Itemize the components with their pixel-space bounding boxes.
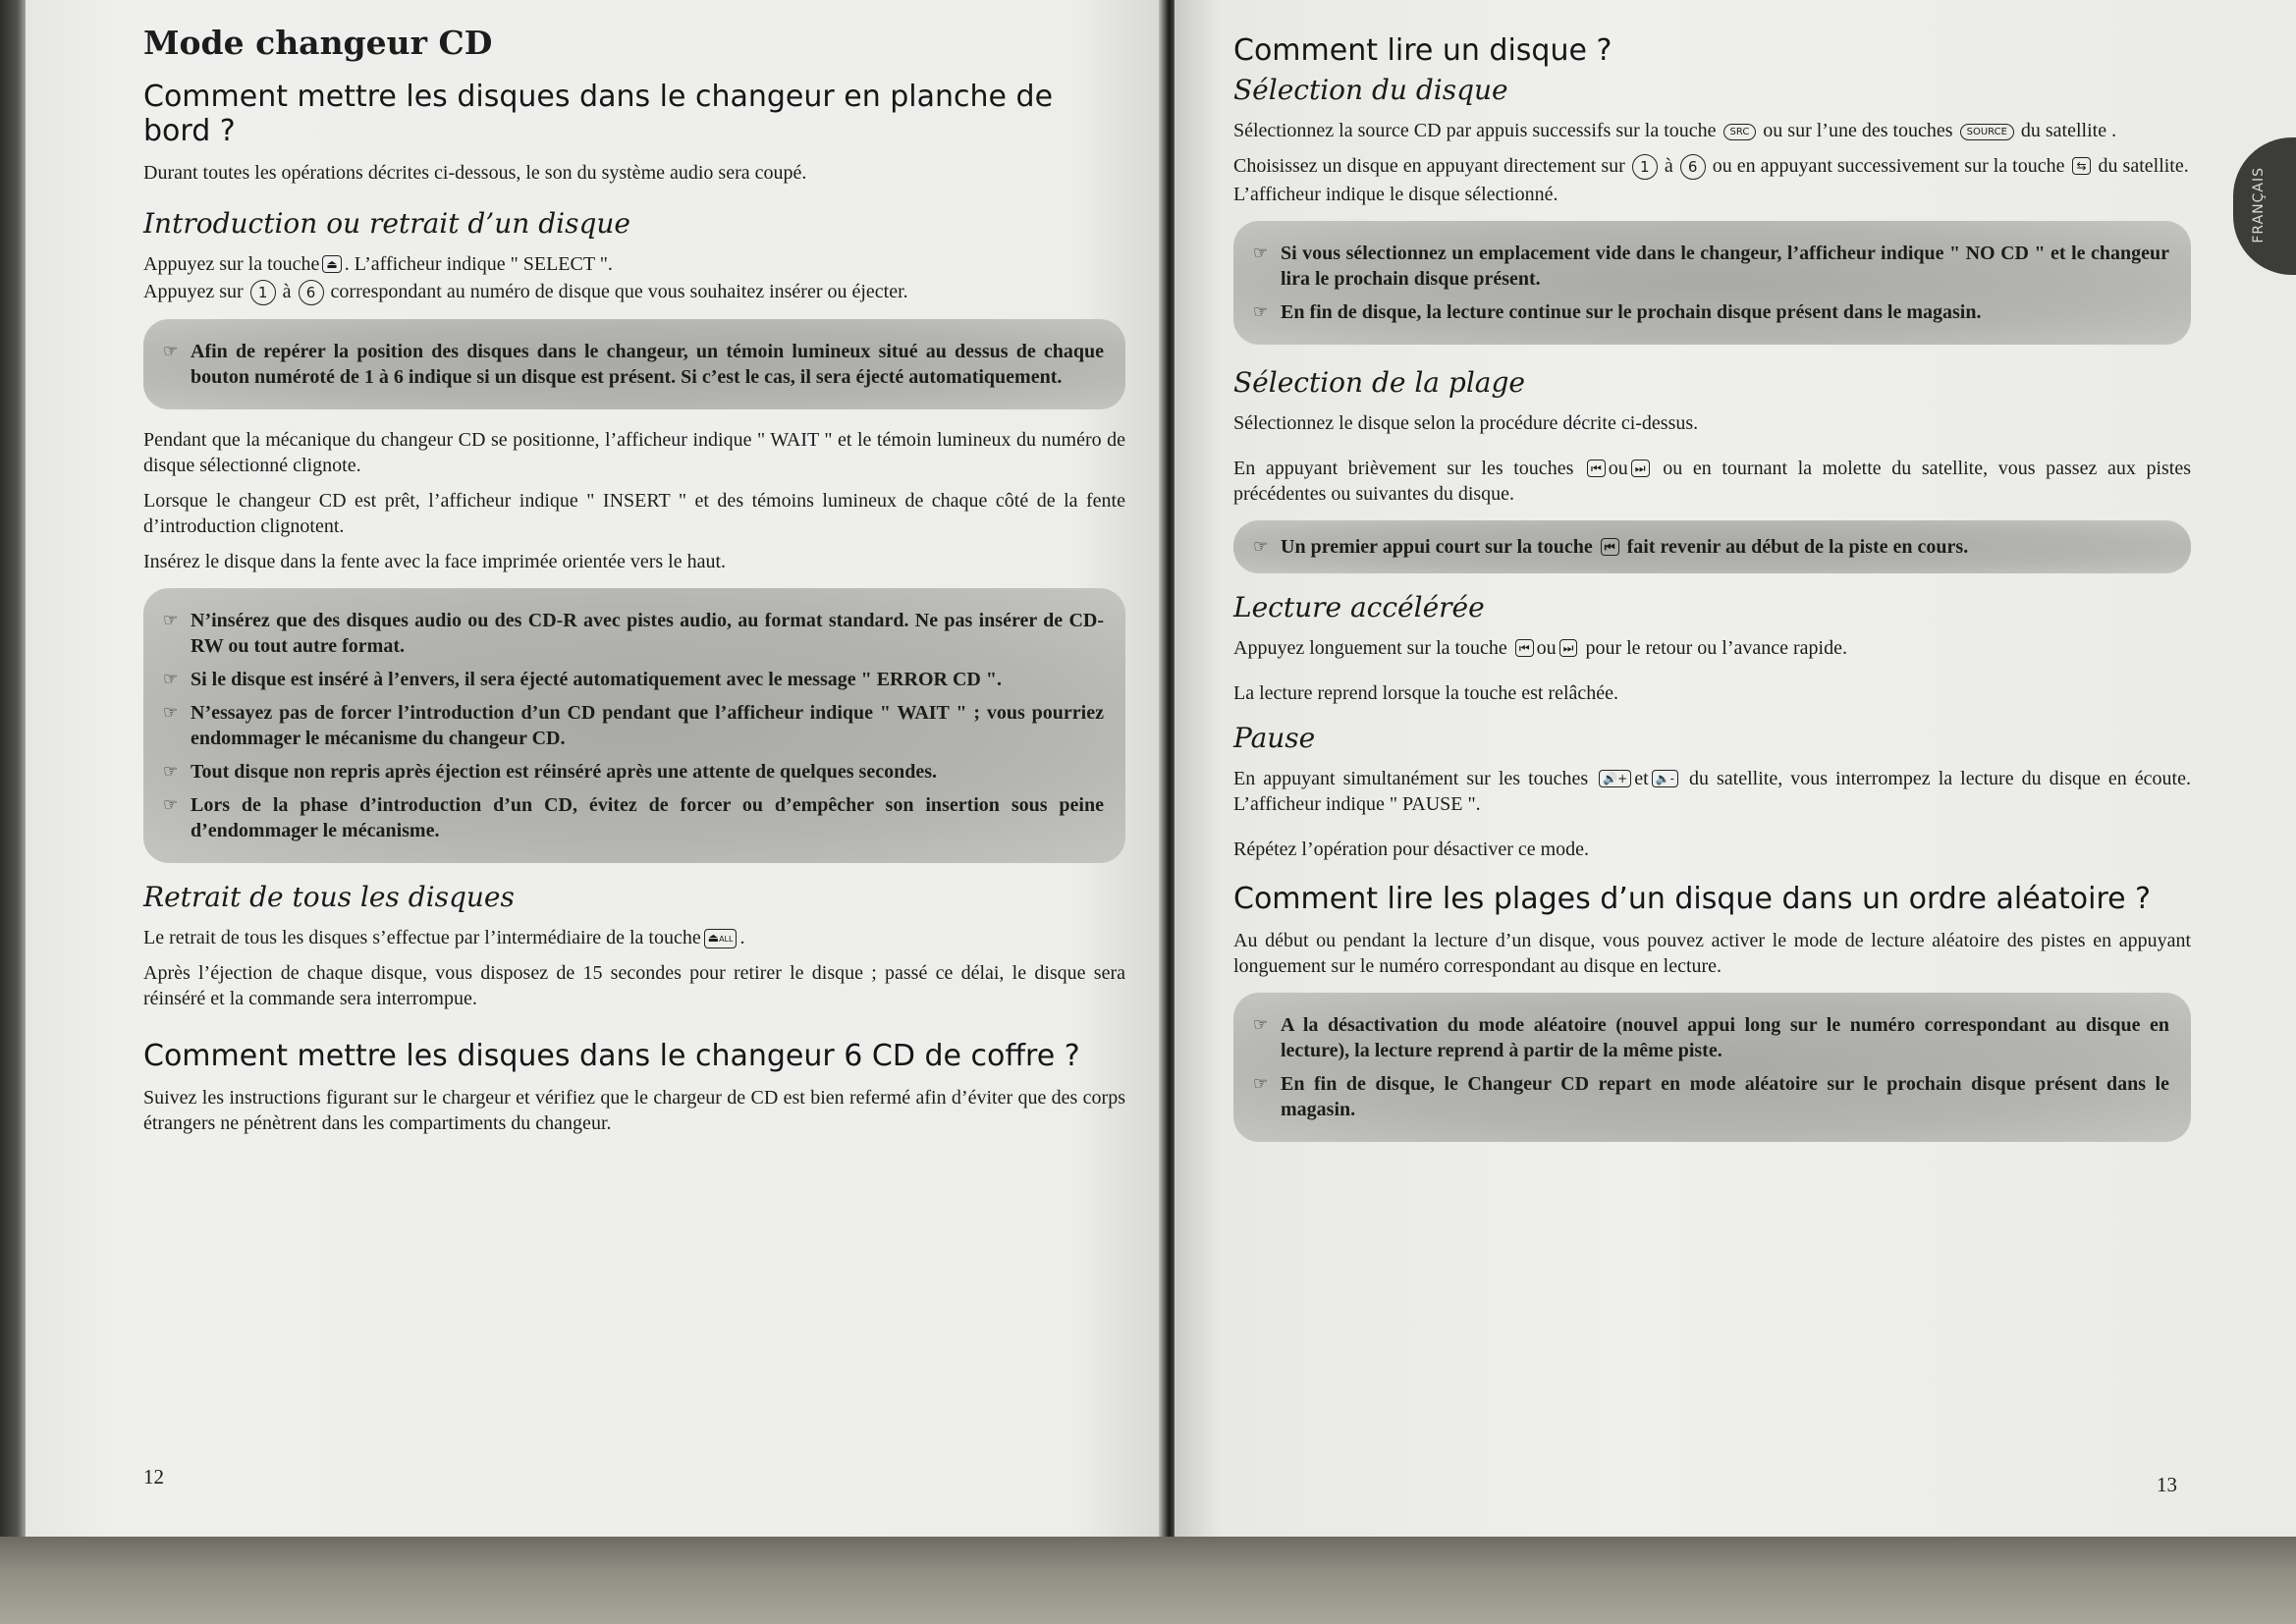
pointing-hand-icon: ☞	[163, 703, 179, 722]
note-text: Lors de la phase d’introduction d’un CD, évitez de forcer ou d’empêcher son insertion sous peine d’endommager le mécanisme.	[191, 794, 1104, 841]
section-title-play-disc: Comment lire un disque ?	[1233, 33, 1613, 68]
text-fragment: Appuyez sur la touche	[143, 253, 320, 275]
src-key-icon: SRC	[1723, 124, 1757, 140]
paragraph-select-source	[1233, 118, 2191, 143]
key-label: ALL	[719, 935, 734, 944]
note-item	[163, 339, 1104, 390]
note-item	[163, 759, 1104, 785]
note-item	[163, 608, 1104, 659]
section-title-random: Comment lire les plages d’un disque dans un ordre aléatoire ?	[1233, 882, 2152, 916]
text-fragment: Appuyez sur	[143, 281, 244, 302]
note-item	[163, 792, 1104, 843]
next-track-key-icon: ⏭	[1559, 639, 1578, 657]
text-fragment: et	[1634, 768, 1649, 789]
note-text: Afin de repérer la position des disques dans le changeur, un témoin lumineux situé au dessus de chaque bouton numéroté de 1 à 6 indique si un disque est présent. Si c’est le cas, il sera éjecté automatiquement.	[191, 341, 1104, 388]
text-fragment: En appuyant simultanément sur les touches	[1233, 768, 1589, 789]
paragraph-face-up: Insérez le disque dans la fente avec la face imprimée orientée vers le haut.	[143, 551, 727, 572]
volume-up-key-icon: 🔊+	[1599, 770, 1631, 787]
note-item	[1253, 299, 2169, 325]
text-fragment: Appuyez longuement sur la touche	[1233, 637, 1507, 659]
pointing-hand-icon: ☞	[1253, 537, 1269, 556]
eject-key-icon: ⏏	[322, 255, 341, 273]
pointing-hand-icon: ☞	[163, 795, 179, 814]
previous-track-key-icon: ⏮	[1515, 639, 1534, 657]
subsection-title-fast-play: Lecture accélérée	[1233, 591, 1485, 623]
paragraph-press-number	[143, 279, 1125, 305]
paragraph-choose-disc	[1233, 153, 2191, 180]
next-track-key-icon: ⏭	[1631, 460, 1650, 477]
pointing-hand-icon: ☞	[163, 762, 179, 781]
note-text: En fin de disque, la lecture continue sur le prochain disque présent dans le magasin.	[1281, 301, 1982, 323]
pointing-hand-icon: ☞	[163, 611, 179, 629]
paragraph-insert: Lorsque le changeur CD est prêt, l’afficheur indique " INSERT " et des témoins lumineux de chaque côté de la fente d’introduction clignotent.	[143, 490, 1125, 537]
note-item	[163, 700, 1104, 751]
chapter-title: Mode changeur CD	[143, 24, 493, 62]
paragraph-intro: Durant toutes les opérations décrites ci-dessous, le son du système audio sera coupé.	[143, 162, 807, 184]
text-fragment: ou en tournant la molette du satellite, vous passez aux pistes précédentes ou suivantes du disque.	[1233, 458, 2192, 505]
text-fragment: ou en appuyant successivement sur la touche	[1712, 155, 2065, 177]
page-number-right: 13	[2157, 1473, 2177, 1496]
number-6-key-icon: 6	[1680, 154, 1706, 180]
note-box-empty-slot	[1233, 221, 2191, 345]
subsection-title-pause: Pause	[1233, 722, 1316, 754]
pointing-hand-icon: ☞	[1253, 302, 1269, 321]
left-column	[143, 24, 1125, 1136]
paragraph-display-disc: L’afficheur indique le disque sélectionné.	[1233, 184, 1558, 205]
pointing-hand-icon: ☞	[163, 342, 179, 360]
note-item	[163, 667, 1104, 692]
text-fragment: du satellite .	[2020, 120, 2117, 141]
number-1-key-icon: 1	[250, 280, 276, 305]
text-fragment: du satellite.	[2098, 155, 2189, 177]
text-fragment: Le retrait de tous les disques s’effectue par l’intermédiaire de la touche	[143, 927, 701, 948]
language-thumb-tab	[2233, 137, 2296, 275]
note-item	[1253, 241, 2169, 292]
note-text: N’insérez que des disques audio ou des CD-R avec pistes audio, au format standard. Ne pas insérer de CD-RW ou tout autre format.	[191, 610, 1104, 657]
paragraph-pause	[1233, 766, 2191, 817]
note-box-warnings	[143, 588, 1125, 863]
note-text: Si le disque est inséré à l’envers, il sera éjecté automatiquement avec le message " ERROR CD ".	[191, 669, 1002, 690]
eject-all-key-icon: ⏏ALL	[704, 929, 738, 948]
note-text: Tout disque non repris après éjection est réinséré après une attente de quelques secondes.	[191, 761, 937, 783]
text-fragment: Choisissez un disque en appuyant directement sur	[1233, 155, 1625, 177]
text-fragment: pour le retour ou l’avance rapide.	[1585, 637, 1847, 659]
text-fragment: à	[282, 281, 292, 302]
paragraph-15-seconds: Après l’éjection de chaque disque, vous disposez de 15 secondes pour retirer le disque ; passé ce délai, le disque sera réinséré et la commande sera interrompue.	[143, 962, 1125, 1009]
pointing-hand-icon: ☞	[1253, 1074, 1269, 1093]
text-fragment: Sélectionnez la source CD par appuis successifs sur la touche	[1233, 120, 1717, 141]
paragraph-trunk-instructions: Suivez les instructions figurant sur le chargeur et vérifiez que le chargeur de CD est bien refermé afin d’éviter que des corps étrangers ne pénètrent dans les compartiments du changeur.	[143, 1087, 1125, 1134]
page-12	[26, 0, 1165, 1540]
note-text: N’essayez pas de forcer l’introduction d’un CD pendant que l’afficheur indique " WAIT " ; vous pourriez endommager le mécanisme du changeur CD.	[191, 702, 1104, 749]
paragraph-repeat: Répétez l’opération pour désactiver ce mode.	[1233, 839, 1590, 860]
pointing-hand-icon: ☞	[1253, 244, 1269, 262]
number-1-key-icon: 1	[1632, 154, 1658, 180]
previous-track-key-icon: ⏮	[1601, 538, 1619, 556]
paragraph-random: Au début ou pendant la lecture d’un disque, vous pouvez activer le mode de lecture aléatoire des pistes en appuyant longuement sur le numéro correspondant au disque en lecture.	[1233, 930, 2191, 977]
text-fragment: correspondant au numéro de disque que vous souhaitez insérer ou éjecter.	[330, 281, 908, 302]
note-item	[1253, 534, 2171, 560]
subsection-title-insert-eject: Introduction ou retrait d’un disque	[143, 207, 630, 240]
paragraph-wait: Pendant que la mécanique du changeur CD se positionne, l’afficheur indique " WAIT " et le témoin lumineux du numéro de disque sélectionné clignote.	[143, 429, 1125, 476]
scan-background	[0, 1537, 2296, 1624]
section-title-dashboard-changer: Comment mettre les disques dans le changeur en planche de bord ?	[143, 80, 1054, 148]
language-tab-label: FRANÇAIS	[2251, 167, 2267, 244]
text-fragment: du satellite, vous interrompez la lecture du disque en écoute. L’afficheur indique " PAUSE ".	[1233, 768, 2191, 815]
paragraph-long-press	[1233, 635, 2191, 661]
note-text: En fin de disque, le Changeur CD repart en mode aléatoire sur le prochain disque présent dans le magasin.	[1281, 1073, 2169, 1120]
subsection-title-remove-all: Retrait de tous les disques	[143, 881, 515, 913]
paragraph-track-keys	[1233, 456, 2191, 507]
note-box-first-press	[1233, 520, 2191, 573]
pointing-hand-icon: ☞	[1253, 1015, 1269, 1034]
section-title-trunk-changer: Comment mettre les disques dans le changeur 6 CD de coffre ?	[143, 1039, 1080, 1073]
text-fragment: En appuyant brièvement sur les touches	[1233, 458, 1574, 479]
text-fragment: ou	[1608, 458, 1628, 479]
disc-cycle-key-icon: ⇆	[2072, 157, 2090, 175]
note-text	[1281, 534, 1968, 560]
paragraph-press-key	[143, 251, 1125, 277]
previous-track-key-icon: ⏮	[1587, 460, 1606, 477]
note-text: Si vous sélectionnez un emplacement vide dans le changeur, l’afficheur indique " NO CD " et le changeur lira le prochain disque présent.	[1281, 243, 2169, 290]
note-item	[1253, 1012, 2169, 1063]
text-fragment: . L’afficheur indique " SELECT ".	[344, 253, 613, 275]
source-key-icon: SOURCE	[1960, 124, 2014, 140]
pointing-hand-icon: ☞	[163, 670, 179, 688]
page-number-left: 12	[143, 1465, 164, 1489]
note-text: A la désactivation du mode aléatoire (nouvel appui long sur le numéro correspondant au disque en lecture), la lecture reprend à partir de la même piste.	[1281, 1014, 2169, 1061]
text-fragment: Un premier appui court sur la touche	[1281, 536, 1593, 558]
paragraph-release: La lecture reprend lorsque la touche est relâchée.	[1233, 682, 1619, 704]
right-column	[1233, 33, 2191, 1142]
note-item	[1253, 1071, 2169, 1122]
subsection-title-disc-select: Sélection du disque	[1233, 74, 1508, 106]
text-fragment: ou sur l’une des touches	[1763, 120, 1953, 141]
paragraph-select-disc-again: Sélectionnez le disque selon la procédure décrite ci-dessus.	[1233, 412, 1699, 434]
note-box-random	[1233, 993, 2191, 1142]
number-6-key-icon: 6	[299, 280, 324, 305]
text-fragment: .	[739, 927, 745, 948]
text-fragment: ou	[1536, 637, 1557, 659]
paragraph-remove-all-key	[143, 925, 1125, 950]
volume-down-key-icon: 🔈-	[1652, 770, 1678, 787]
page-13	[1175, 0, 2296, 1540]
note-box-indicator	[143, 319, 1125, 409]
text-fragment: fait revenir au début de la piste en cours.	[1626, 536, 1969, 558]
text-fragment: à	[1664, 155, 1673, 177]
subsection-title-track-select: Sélection de la plage	[1233, 366, 1525, 399]
